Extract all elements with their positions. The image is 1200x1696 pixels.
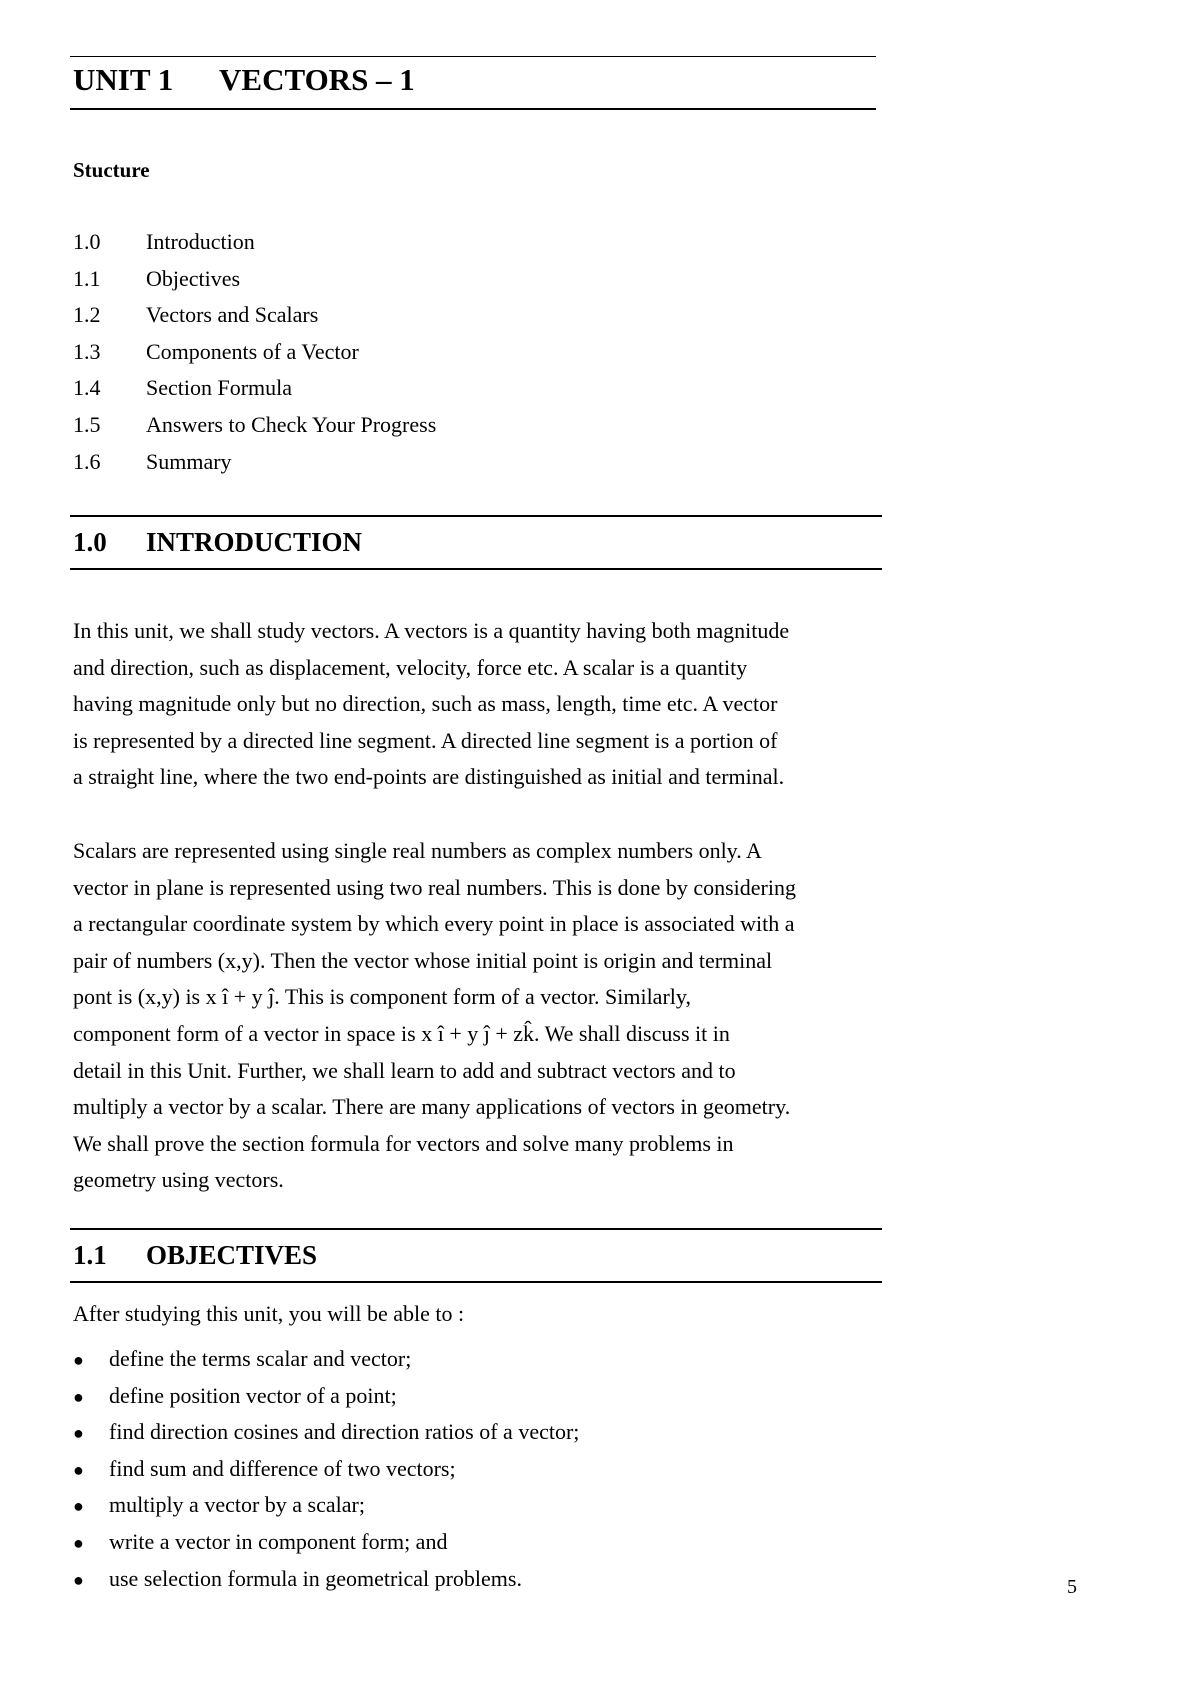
toc-item: 1.2 Vectors and Scalars — [73, 302, 319, 328]
intro-bottom-rule — [70, 568, 882, 570]
list-item: ● define the terms scalar and vector; — [73, 1344, 579, 1381]
unit-title-underline — [70, 108, 876, 110]
toc-item: 1.3 Components of a Vector — [73, 338, 359, 364]
objectives-lead: After studying this unit, you will be able to : — [73, 1301, 465, 1326]
bullet-icon: ● — [73, 1569, 84, 1590]
list-item: ● multiply a vector by a scalar; — [73, 1490, 579, 1527]
bullet-icon: ● — [73, 1459, 84, 1480]
table-of-contents — [73, 227, 436, 483]
intro-paragraph-2: Scalars are represented using single real numbers as complex numbers only. A vector in plane is represented using two real numbers. This is done by considering a rectangular coordinate system by which every point in place is associated with a pair of numbers (x,y). Then the vector whose initial point is origin and terminal pont is (x,y) is x î + y ĵ. This is component form of a vector. Similarly, component form of a vector in space is x î + y ĵ + zk̂. We shall discuss it in detail in this Unit. Further, we shall learn to add and subtract vectors and to multiply a vector by a scalar. There are many applications of vectors in geometry. We shall prove the section formula for vectors and solve many problems in geometry using vectors. — [73, 838, 796, 1193]
list-item: ● find direction cosines and direction ratios of a vector; — [73, 1417, 579, 1454]
unit-number: UNIT 1 — [73, 62, 174, 97]
bullet-icon: ● — [73, 1350, 84, 1370]
objectives-list — [73, 1344, 579, 1600]
list-item: ● write a vector in component form; and — [73, 1527, 579, 1564]
page-number: 5 — [1067, 1576, 1077, 1598]
toc-item: 1.0 Introduction — [73, 229, 255, 254]
structure-label: Stucture — [73, 158, 150, 182]
toc-item: 1.6 Summary — [73, 448, 232, 474]
list-item: ● define position vector of a point; — [73, 1381, 579, 1418]
toc-item: 1.5 Answers to Check Your Progress — [73, 411, 437, 437]
unit-title — [73, 62, 415, 98]
unit-name: VECTORS – 1 — [219, 62, 415, 97]
intro-top-rule — [70, 515, 882, 517]
bullet-icon: ● — [73, 1423, 84, 1444]
top-rule — [70, 56, 876, 57]
list-item: ● find sum and difference of two vectors; — [73, 1454, 579, 1491]
objectives-bottom-rule — [70, 1281, 882, 1283]
bullet-icon: ● — [73, 1532, 84, 1553]
list-item: ● use selection formula in geometrical problems. — [73, 1564, 579, 1601]
section-heading-objectives: 1.1 OBJECTIVES — [73, 1240, 318, 1270]
bullet-icon: ● — [73, 1386, 84, 1407]
toc-item: 1.4 Section Formula — [73, 375, 293, 401]
section-heading-introduction: 1.0 INTRODUCTION — [73, 527, 363, 557]
intro-paragraph-1: In this unit, we shall study vectors. A vectors is a quantity having both magnitude and direction, such as displacement, velocity, force etc. A scalar is a quantity having magnitude only but no direction, such as mass, length, time etc. A vector is represented by a directed line segment. A directed line segment is a portion of a straight line, where the two end-points are distinguished as initial and terminal. — [73, 618, 790, 790]
bullet-icon: ● — [73, 1496, 84, 1517]
toc-item: 1.1 Objectives — [73, 265, 241, 291]
objectives-top-rule — [70, 1228, 882, 1230]
